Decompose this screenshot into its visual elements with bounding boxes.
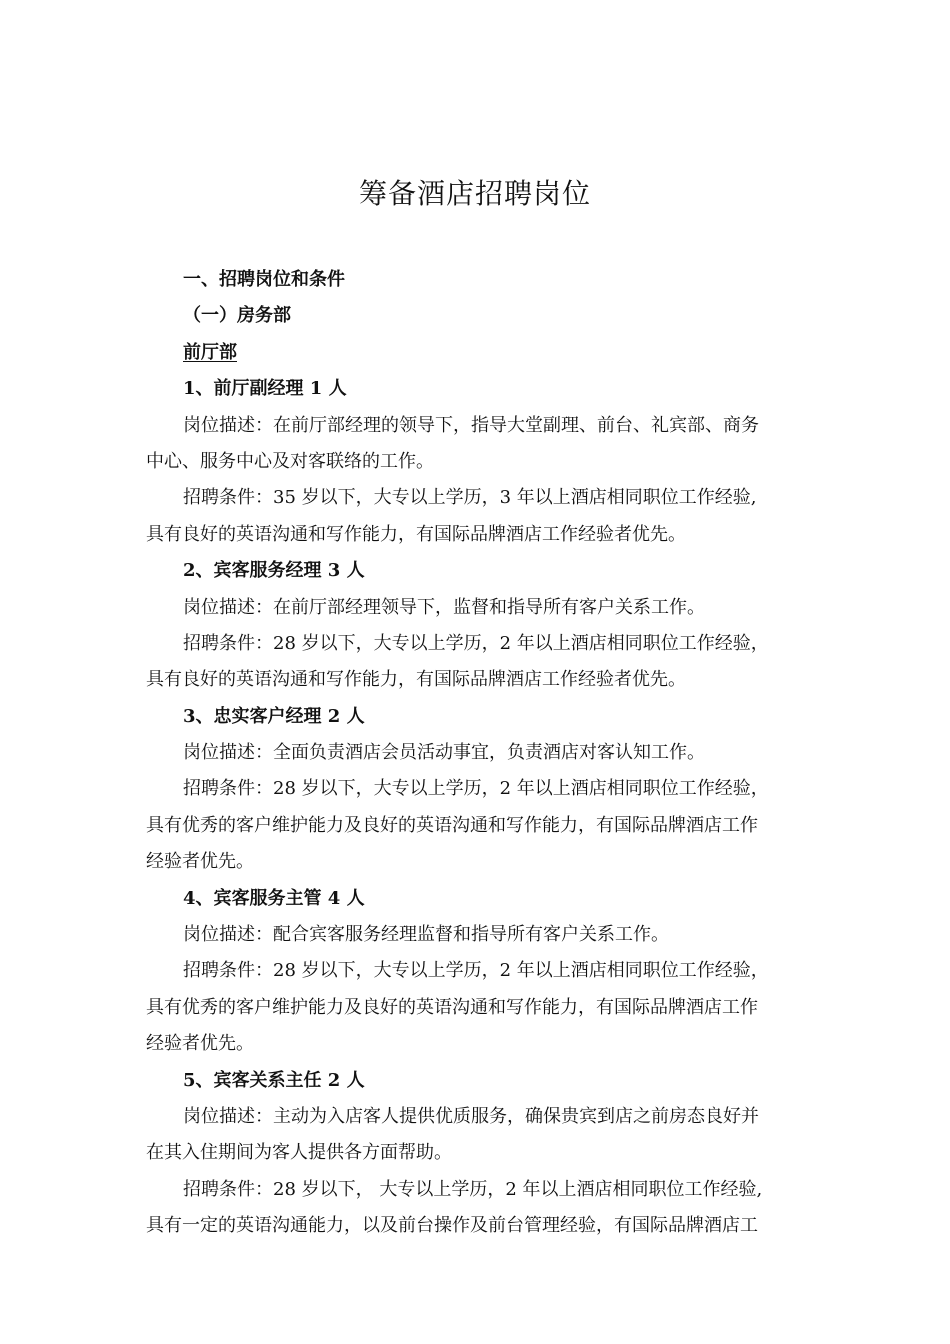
paragraph-line: 招聘条件：28 岁以下，大专以上学历，2 年以上酒店相同职位工作经验， [183, 960, 769, 982]
paragraph-line: 岗位描述：全面负责酒店会员活动事宜，负责酒店对客认知工作。 [183, 742, 705, 764]
document-body [146, 262, 800, 1245]
paragraph-line: 具有优秀的客户维护能力及良好的英语沟通和写作能力，有国际品牌酒店工作 [146, 996, 758, 1018]
paragraph-line: 岗位描述：在前厅部经理领导下，监督和指导所有客户关系工作。 [183, 596, 705, 618]
section-heading: 一、招聘岗位和条件 [183, 269, 345, 290]
paragraph-line: 在其入住期间为客人提供各方面帮助。 [146, 1142, 452, 1164]
paragraph-line: 招聘条件：28 岁以下，大专以上学历，2 年以上酒店相同职位工作经验， [183, 778, 769, 800]
paragraph-line: 具有优秀的客户维护能力及良好的英语沟通和写作能力，有国际品牌酒店工作 [146, 814, 758, 836]
paragraph-line: 具有良好的英语沟通和写作能力，有国际品牌酒店工作经验者优先。 [146, 523, 686, 545]
paragraph-line: 经验者优先。 [146, 851, 254, 873]
position-heading: 2、宾客服务经理 3 人 [183, 560, 365, 582]
paragraph-line: 招聘条件：28 岁以下，大专以上学历，2 年以上酒店相同职位工作经验， [183, 632, 769, 654]
position-heading: 4、宾客服务主管 4 人 [183, 887, 365, 909]
paragraph-line: 岗位描述：配合宾客服务经理监督和指导所有客户关系工作。 [183, 924, 669, 946]
paragraph-line: 具有一定的英语沟通能力，以及前台操作及前台管理经验，有国际品牌酒店工 [146, 1215, 758, 1237]
paragraph-line: 具有良好的英语沟通和写作能力，有国际品牌酒店工作经验者优先。 [146, 669, 686, 691]
paragraph-line: 经验者优先。 [146, 1033, 254, 1055]
paragraph-line: 中心、服务中心及对客联络的工作。 [146, 450, 434, 472]
position-heading: 3、忠实客户经理 2 人 [183, 705, 365, 727]
department-heading [146, 335, 800, 371]
document-title: 筹备酒店招聘岗位 [358, 177, 591, 210]
paragraph-line: 招聘条件：28 岁以下， 大专以上学历，2 年以上酒店相同职位工作经验, [183, 1178, 763, 1200]
department-heading-text: 前厅部 [183, 341, 237, 363]
paragraph-line: 招聘条件：35 岁以下，大专以上学历，3 年以上酒店相同职位工作经验, [183, 487, 757, 509]
paragraph-line: 岗位描述：在前厅部经理的领导下，指导大堂副理、前台、礼宾部、商务 [183, 414, 759, 436]
paragraph-line: 岗位描述：主动为入店客人提供优质服务，确保贵宾到店之前房态良好并 [183, 1105, 759, 1127]
position-heading: 1、前厅副经理 1 人 [183, 378, 347, 400]
subsection-heading: （一）房务部 [183, 305, 291, 327]
position-heading: 5、宾客关系主任 2 人 [183, 1069, 365, 1091]
